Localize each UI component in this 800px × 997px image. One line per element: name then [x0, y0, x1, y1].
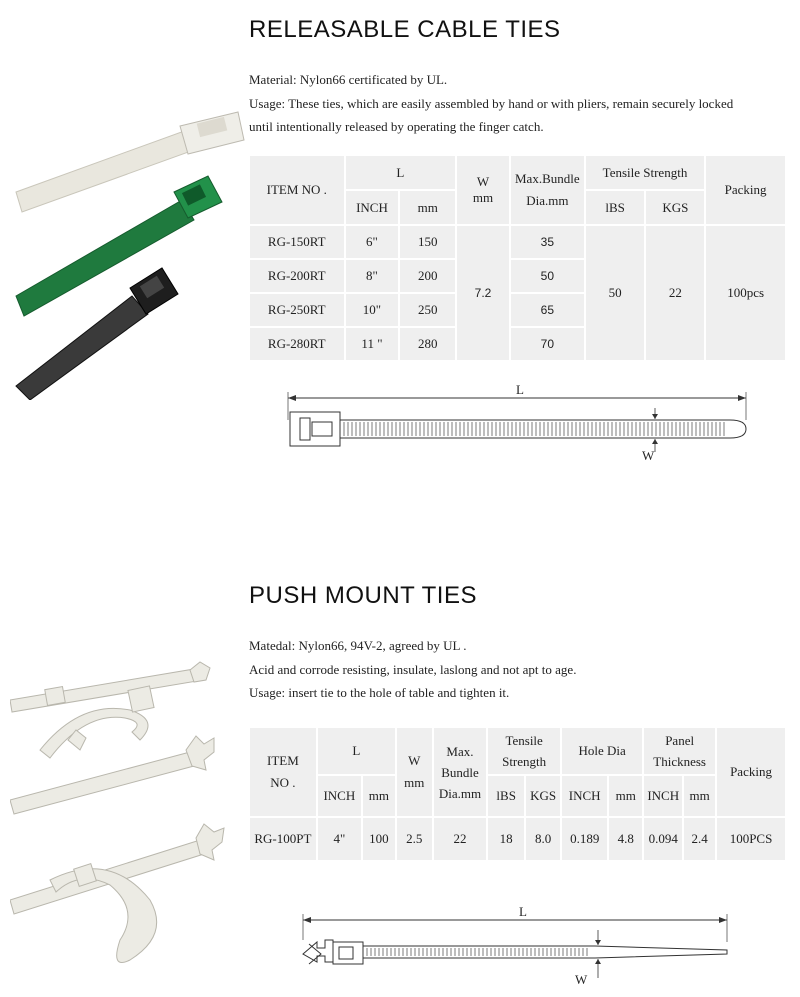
header-tensile	[488, 728, 560, 774]
cell-w: 7.2	[457, 226, 509, 360]
push-mount-ties-title: PUSH MOUNT TIES	[249, 582, 477, 609]
tie-strap	[363, 946, 727, 958]
header-item	[250, 728, 316, 816]
diagram-l-label: L	[519, 904, 527, 919]
cell-mm: 100	[363, 818, 395, 860]
header-item: ITEM NO .	[250, 156, 344, 224]
diagram-l-label: L	[516, 382, 524, 397]
cell-inch: 10"	[346, 294, 399, 326]
cell-item: RG-150RT	[250, 226, 344, 258]
diagram-w-label: W	[575, 972, 588, 987]
releasable-ties-title: RELEASABLE CABLE TIES	[249, 16, 561, 43]
header-bundle	[511, 156, 584, 224]
push-mount-ties-table	[248, 726, 787, 862]
tie-head-slot	[339, 947, 353, 959]
header-panel-mm: mm	[684, 776, 715, 816]
cell-hole-mm: 4.8	[609, 818, 642, 860]
tie-head	[45, 687, 66, 706]
table-row	[250, 294, 785, 326]
cell-item: RG-100PT	[250, 818, 316, 860]
cell-mm: 150	[400, 226, 455, 258]
cell-mm: 280	[400, 328, 455, 360]
header-lbs: lBS	[586, 191, 645, 224]
description-line: Acid and corrode resisting, insulate, laslong and not apt to age.	[249, 661, 577, 677]
cell-bundle: 65	[511, 294, 584, 326]
header-lbs: lBS	[488, 776, 524, 816]
header-w	[457, 156, 509, 224]
header-l: L	[346, 156, 456, 189]
push-mount-tie-diagram	[295, 900, 735, 990]
header-tensile-line: Tensile	[505, 733, 543, 748]
header-panel-line: Panel	[665, 733, 695, 748]
cell-inch: 6"	[346, 226, 399, 258]
cell-packing: 100pcs	[706, 226, 785, 360]
header-kgs: KGS	[646, 191, 704, 224]
header-bundle-line: Max.	[446, 743, 474, 759]
tie-strap	[10, 752, 194, 814]
cell-kgs: 8.0	[526, 818, 560, 860]
header-bundle	[434, 728, 486, 816]
releasable-ties-photo	[12, 100, 247, 400]
releasable-ties-table	[248, 154, 787, 362]
push-mount-ties-photo	[10, 660, 240, 985]
header-l: L	[318, 728, 395, 774]
cell-panel-inch: 0.094	[644, 818, 682, 860]
header-w-line: W	[408, 753, 421, 768]
header-inch: INCH	[346, 191, 399, 224]
description-line: Usage: insert tie to the hole of table and tighten it.	[249, 685, 510, 700]
cell-inch: 11 "	[346, 328, 399, 360]
cell-packing: 100PCS	[717, 818, 785, 860]
push-mount-head	[190, 662, 210, 682]
table-row	[250, 226, 785, 258]
cell-mm: 250	[400, 294, 455, 326]
header-mm: mm	[363, 776, 395, 816]
cell-inch: 4"	[318, 818, 361, 860]
header-item-line: NO .	[270, 775, 296, 790]
header-panel-line: Thickness	[653, 754, 706, 769]
cell-bundle: 70	[511, 328, 584, 360]
cell-inch: 8"	[346, 260, 399, 292]
header-w-unit: mm	[404, 775, 425, 790]
table-row	[250, 328, 785, 360]
header-hole-mm: mm	[609, 776, 642, 816]
header-w-unit: mm	[472, 190, 494, 205]
cell-item: RG-250RT	[250, 294, 344, 326]
header-bundle-line: Max.Bundle	[515, 171, 580, 186]
header-bundle-line: Bundle	[441, 764, 479, 780]
cell-hole-inch: 0.189	[562, 818, 607, 860]
releasable-tie-diagram	[280, 380, 755, 465]
table-row	[250, 818, 785, 860]
header-panel-inch: INCH	[644, 776, 682, 816]
cell-kgs: 22	[646, 226, 704, 360]
header-inch: INCH	[318, 776, 361, 816]
header-item-line: ITEM	[267, 753, 299, 768]
header-w-line: W	[476, 174, 490, 189]
header-hole-inch: INCH	[562, 776, 607, 816]
description-line: Usage: These ties, which are easily assembled by hand or with pliers, remain securely locked	[249, 95, 734, 111]
header-kgs: KGS	[526, 776, 560, 816]
description-line: until intentionally released by operating the finger catch.	[249, 119, 544, 134]
header-w	[397, 728, 432, 816]
cell-panel-mm: 2.4	[684, 818, 715, 860]
header-packing: Packing	[717, 728, 785, 816]
header-packing: Packing	[706, 156, 785, 224]
header-tensile-line: Strength	[502, 754, 547, 769]
push-mount-head	[196, 824, 224, 860]
description-line: Matedal: Nylon66, 94V-2, agreed by UL .	[249, 638, 467, 653]
cell-w: 2.5	[397, 818, 432, 860]
header-tensile: Tensile Strength	[586, 156, 704, 189]
diagram-w-label: W	[642, 448, 655, 463]
releasable-ties-description	[249, 68, 789, 139]
cell-item: RG-200RT	[250, 260, 344, 292]
tie-loop	[40, 708, 148, 758]
cell-mm: 200	[400, 260, 455, 292]
header-panel-thickness	[644, 728, 715, 774]
tie-head	[128, 686, 154, 712]
push-mount-ties-description	[249, 634, 789, 705]
tie-strap	[10, 668, 203, 712]
header-mm: mm	[400, 191, 455, 224]
cell-bundle: 35	[511, 226, 584, 258]
header-bundle-line: Dia.mm	[526, 193, 569, 208]
cell-bundle: 22	[434, 818, 486, 860]
description-line: Material: Nylon66 certificated by UL.	[249, 72, 448, 87]
cell-bundle: 50	[511, 260, 584, 292]
cell-lbs: 50	[586, 226, 645, 360]
table-row	[250, 260, 785, 292]
header-hole-dia: Hole Dia	[562, 728, 642, 774]
cell-item: RG-280RT	[250, 328, 344, 360]
header-bundle-line: Dia.mm	[438, 785, 482, 801]
cell-lbs: 18	[488, 818, 524, 860]
